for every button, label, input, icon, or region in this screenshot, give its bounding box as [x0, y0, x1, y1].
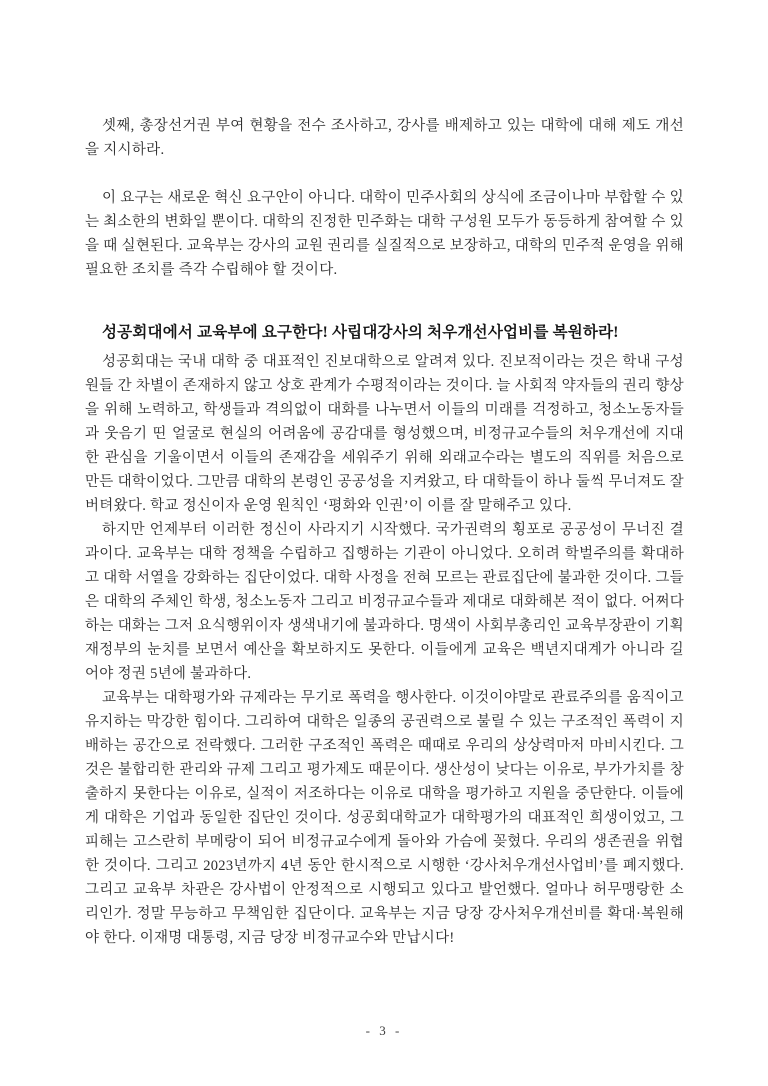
paragraph-section-critique: 하지만 언제부터 이러한 정신이 사라지기 시작했다. 국가권력의 횡포로 공공성이 무너진 결과이다. 교육부는 대학 정책을 수립하고 집행하는 기관이 아니었다. 오히려 학벌주의를 확대하고 대학 서열을 강화하는 집단이었다. 대학 사정을 전혀 모르는 관료집단에 불과한 것이다. 그들은 대학의 주체인 학생, 청소노동자 그리고 비정규교수들과 제대로 대화해본 적이 없다. 어쩌다 하는 대화는 그저 요식행위이자 생색내기에 불과하다. 명색이 사회부총리인 교육부장관이 기획재정부의 눈치를 보면서 예산을 확보하지도 못한다. 이들에게 교육은 백년지대계가 아니라 길어야 정권 5년에 불과하다.	[85, 522, 684, 682]
section-heading: 성공회대에서 교육부에 요구한다! 사립대강사의 처우개선사업비를 복원하라!	[102, 324, 619, 341]
paragraph-demand-third: 셋째, 총장선거권 부여 현황을 전수 조사하고, 강사를 배제하고 있는 대학에 대해 제도 개선을 지시하라.	[85, 118, 684, 158]
paragraph-section-intro: 성공회대는 국내 대학 중 대표적인 진보대학으로 알려져 있다. 진보적이라는 것은 학내 구성원들 간 차별이 존재하지 않고 상호 관계가 수평적이라는 것이다. 늘 사회적 약자들의 권리 향상을 위해 노력하고, 학생들과 격의없이 대화를 나누면서 이들의 미래를 걱정하고, 청소노동자들과 웃음기 띤 얼굴로 현실의 어려움에 공감대를 형성했으며, 비정규교수들의 처우개선에 지대한 관심을 기울이면서 이들의 존재감을 세워주기 위해 외래교수라는 별도의 직위를 처음으로 만든 대학이었다. 그만큼 대학의 본령인 공공성을 지켜왔고, 타 대학들이 하나 둘씩 무너져도 잘 버텨왔다. 학교 정신이자 운영 원칙인 ‘평화와 인권’이 이를 잘 말해주고 있다.	[85, 354, 684, 514]
document-body	[85, 114, 684, 950]
page-footer	[0, 1022, 768, 1040]
paragraph-closing: 이 요구는 새로운 혁신 요구안이 아니다. 대학이 민주사회의 상식에 조금이나마 부합할 수 있는 최소한의 변화일 뿐이다. 대학의 진정한 민주화는 대학 구성원 모두가 동등하게 참여할 수 있을 때 실현된다. 교육부는 강사의 교원 권리를 실질적으로 보장하고, 대학의 민주적 운영을 위해 필요한 조치를 즉각 수립해야 할 것이다.	[85, 190, 684, 278]
paragraph-section-demand: 교육부는 대학평가와 규제라는 무기로 폭력을 행사한다. 이것이야말로 관료주의를 움직이고 유지하는 막강한 힘이다. 그리하여 대학은 일종의 공권력으로 불릴 수 있는 구조적인 폭력이 지배하는 공간으로 전락했다. 그러한 구조적인 폭력은 때때로 우리의 상상력마저 마비시킨다. 그것은 불합리한 관리와 규제 그리고 평가제도 때문이다. 생산성이 낮다는 이유로, 부가가치를 창출하지 못한다는 이유로, 실적이 저조하다는 이유로 대학을 평가하고 지원을 중단한다. 이들에게 대학은 기업과 동일한 집단인 것이다. 성공회대학교가 대학평가의 대표적인 희생이었고, 그 피해는 고스란히 부메랑이 되어 비정규교수에게 돌아와 가슴에 꽂혔다. 우리의 생존권을 위협한 것이다. 그리고 2023년까지 4년 동안 한시적으로 시행한 ‘강사처우개선사업비’를 폐지했다. 그리고 교육부 차관은 강사법이 안정적으로 시행되고 있다고 발언했다. 얼마나 허무맹랑한 소리인가. 정말 무능하고 무책임한 집단이다. 교육부는 지금 당장 강사처우개선비를 확대·복원해야 한다. 이재명 대통령, 지금 당장 비정규교수와 만납시다!	[85, 690, 684, 946]
page-number: - 3 -	[365, 1023, 403, 1038]
